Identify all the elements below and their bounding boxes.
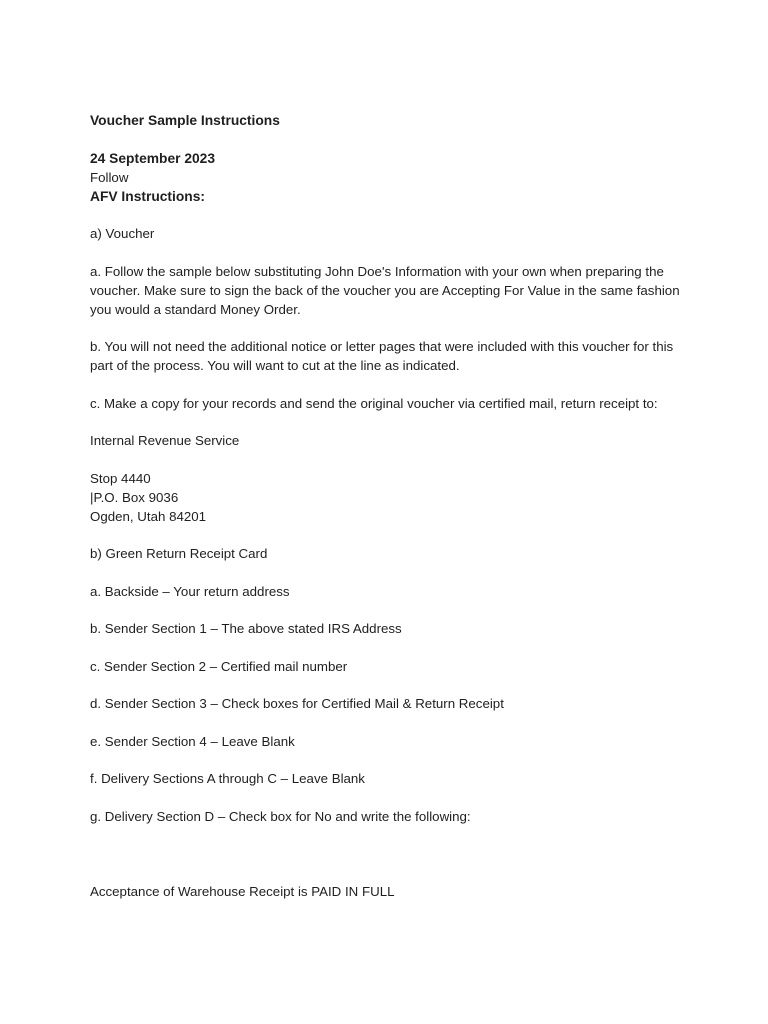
spacer xyxy=(90,413,690,432)
card-step-f: f. Delivery Sections A through C – Leave Blank xyxy=(90,771,365,786)
address-agency: Internal Revenue Service xyxy=(90,433,240,448)
instructions-heading: AFV Instructions: xyxy=(90,188,205,204)
closing-statement: Acceptance of Warehouse Receipt is PAID IN FULL xyxy=(90,883,395,899)
follow-text: Follow xyxy=(90,169,129,185)
voucher-step-c: c. Make a copy for your records and send the original voucher via certified mail, return receipt to: xyxy=(90,395,658,411)
spacer xyxy=(90,676,690,695)
spacer xyxy=(90,243,690,262)
spacer xyxy=(90,450,690,469)
section-b-label: b) Green Return Receipt Card xyxy=(90,546,268,561)
spacer xyxy=(90,826,690,882)
document-date: 24 September 2023 xyxy=(90,150,216,166)
card-step-g: g. Delivery Section D – Check box for No and write the following: xyxy=(90,808,471,824)
card-step-c: c. Sender Section 2 – Certified mail number xyxy=(90,658,348,674)
document-title: Voucher Sample Instructions xyxy=(90,113,280,128)
spacer xyxy=(90,638,690,657)
voucher-step-b: b. You will not need the additional notice or letter pages that were included with this voucher for this part of the process. You will want to cut at the line as indicated. xyxy=(90,339,674,373)
voucher-step-a: a. Follow the sample below substituting John Doe's Information with your own when preparing the voucher. Make sure to sign the back of the voucher you are Accepting For Value in the same fashion you would a standard Money Order. xyxy=(90,263,680,317)
card-step-d: d. Sender Section 3 – Check boxes for Certified Mail & Return Receipt xyxy=(90,696,504,711)
spacer xyxy=(90,206,690,225)
spacer xyxy=(90,375,690,394)
section-a-label: a) Voucher xyxy=(90,226,155,241)
spacer xyxy=(90,563,690,582)
document-body xyxy=(90,111,690,901)
address-stop: Stop 4440 xyxy=(90,470,151,486)
spacer xyxy=(90,713,690,732)
address-city: Ogden, Utah 84201 xyxy=(90,508,207,524)
spacer xyxy=(90,130,690,149)
card-step-a: a. Backside – Your return address xyxy=(90,583,290,599)
spacer xyxy=(90,526,690,545)
card-step-e: e. Sender Section 4 – Leave Blank xyxy=(90,733,295,749)
spacer xyxy=(90,601,690,620)
spacer xyxy=(90,319,690,338)
spacer xyxy=(90,788,690,807)
card-step-b: b. Sender Section 1 – The above stated IRS Address xyxy=(90,621,402,636)
spacer xyxy=(90,751,690,770)
address-po-box: |P.O. Box 9036 xyxy=(90,489,179,505)
